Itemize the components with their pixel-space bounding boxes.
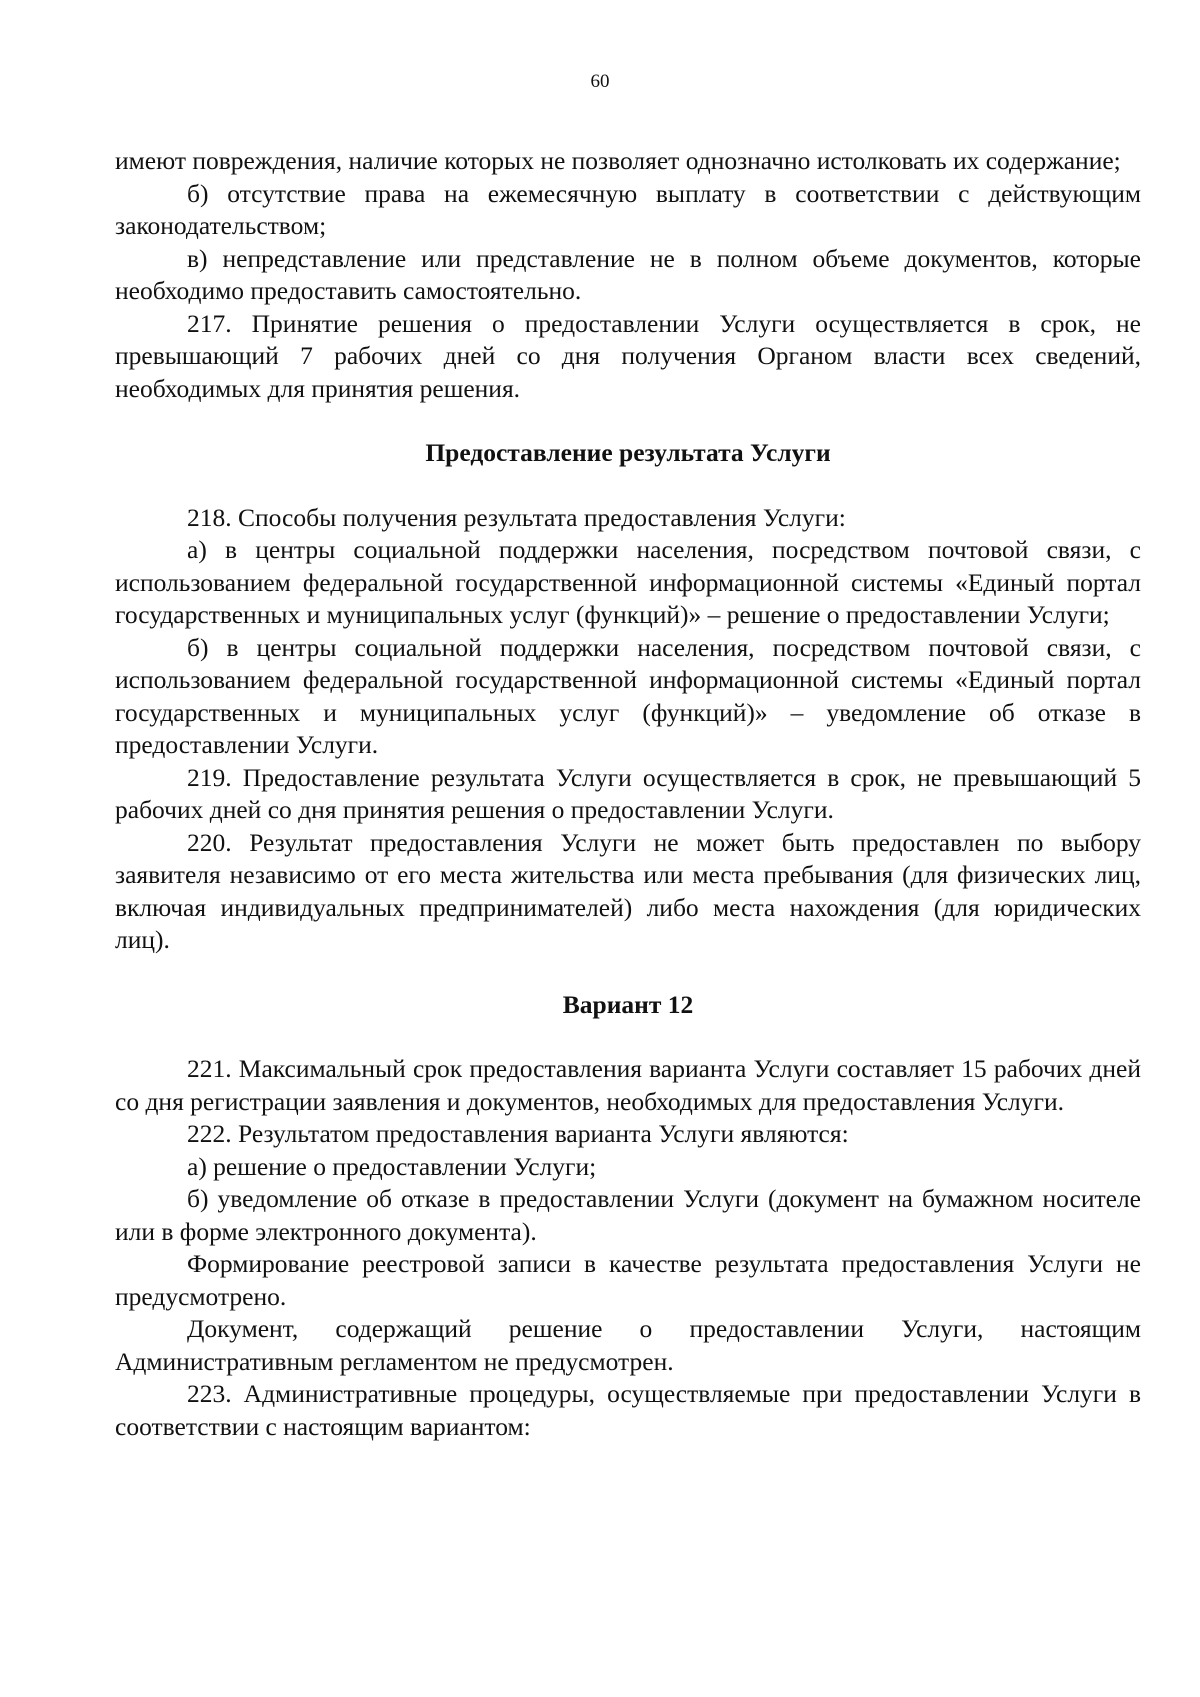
section-heading: Вариант 12 (562, 989, 694, 1019)
page-number: 60 (590, 71, 610, 92)
paragraph: в) непредставление или представление не в полном объеме документов, которые необходимо предоставить самостоятельно. (115, 243, 1141, 305)
paragraph: 217. Принятие решения о предоставлении Услуги осуществляется в срок, не превышающий 7 рабочих дней со дня получения Органом власти всех сведений, необходимых для принятия решения. (115, 308, 1141, 403)
paragraph: а) в центры социальной поддержки населения, посредством почтовой связи, с использованием федеральной государственной информационной системы «Единый портал государственных и муниципальных услуг (функций)» – решение о предоставлении Услуги; (115, 535, 1141, 629)
paragraph: б) в центры социальной поддержки населения, посредством почтовой связи, с использованием федеральной государственной информационной системы «Единый портал государственных и муниципальных услуг (функций)» – уведомление об отказе в предоставлении Услуги. (115, 632, 1141, 759)
paragraph: 220. Результат предоставления Услуги не может быть предоставлен по выбору заявителя независимо от его места жительства или места пребывания (для физических лиц, включая индивидуальных предпринимателей) либо места нахождения (для юридических лиц). (115, 827, 1141, 954)
paragraph: 219. Предоставление результата Услуги осуществляется в срок, не превышающий 5 рабочих дней со дня принятия решения о предоставлении Услуги. (115, 762, 1141, 824)
section-heading: Предоставление результата Услуги (425, 438, 831, 467)
paragraph: 221. Максимальный срок предоставления варианта Услуги составляет 15 рабочих дней со дня регистрации заявления и документов, необходимых для предоставления Услуги. (115, 1054, 1141, 1116)
paragraph: имеют повреждения, наличие которых не позволяет однозначно истолковать их содержание; (115, 146, 1121, 175)
paragraph: Документ, содержащий решение о предоставлении Услуги, настоящим Административным регламентом не предусмотрен. (115, 1314, 1141, 1376)
paragraph: 218. Способы получения результата предоставления Услуги: (187, 502, 846, 532)
paragraph: Формирование реестровой записи в качестве результата предоставления Услуги не предусмотрено. (115, 1249, 1141, 1311)
paragraph: 222. Результатом предоставления варианта Услуги являются: (187, 1119, 849, 1148)
paragraph: б) уведомление об отказе в предоставлении Услуги (документ на бумажном носителе или в форме электронного документа). (115, 1184, 1141, 1246)
document-body (115, 145, 1141, 1443)
paragraph: 223. Административные процедуры, осуществляемые при предоставлении Услуги в соответствии с настоящим вариантом: (115, 1379, 1141, 1441)
paragraph: б) отсутствие права на ежемесячную выплату в соответствии с действующим законодательством; (115, 178, 1141, 240)
paragraph: а) решение о предоставлении Услуги; (187, 1151, 597, 1181)
